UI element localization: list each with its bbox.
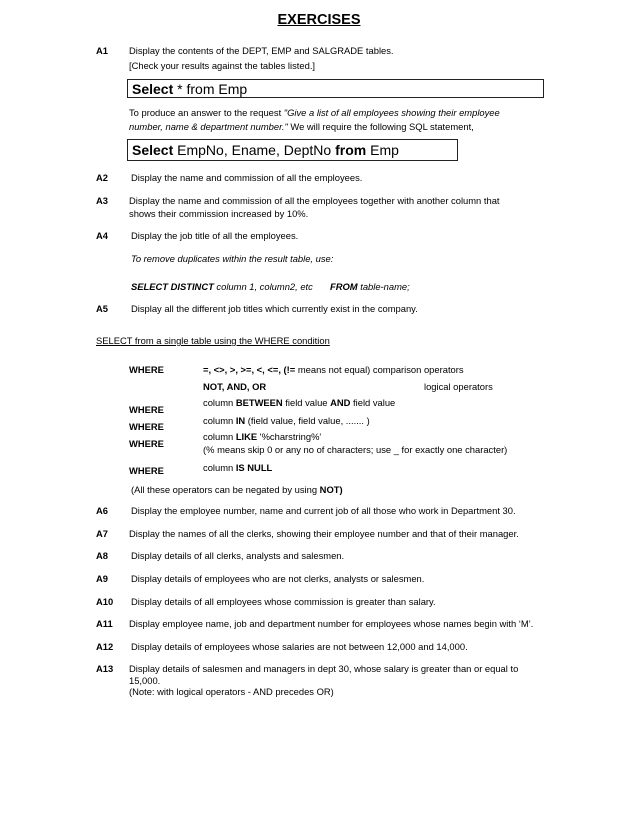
from-syntax (330, 281, 410, 292)
operator-text: '%charstring%' (257, 431, 322, 442)
sql-example-box (127, 79, 544, 98)
explanation-line (129, 121, 474, 132)
operator-keyword: IS NULL (235, 462, 273, 473)
operator-text: column (203, 397, 236, 408)
note-text: (All these operators can be negated by using (131, 484, 320, 495)
exercise-text: Display details of salesmen and managers in dept 30, whose salary is greater than or equal to (129, 663, 519, 674)
sql-text: * from Emp (173, 81, 248, 97)
distinct-note: To remove duplicates within the result table, use: (131, 253, 334, 264)
in-operator (203, 415, 370, 426)
exercise-text: Display the employee number, name and current job of all those who work in Department 30. (131, 505, 516, 516)
logical-operators: NOT, AND, OR (203, 381, 267, 392)
exercise-number: A13 (96, 663, 114, 674)
exercise-text: Display the job title of all the employees. (131, 230, 299, 241)
sql-text: Emp (366, 142, 399, 158)
where-label: WHERE (129, 465, 164, 476)
explanation-text: We will require the following SQL statement, (287, 121, 474, 132)
exercise-text: Display employee name, job and department number for employees whose names begin with ‘M’. (129, 618, 534, 629)
exercise-text: Display details of employees whose salaries are not between 12,000 and 14,000. (131, 641, 468, 652)
exercise-number: A5 (96, 303, 108, 314)
where-label: WHERE (129, 438, 164, 449)
explanation-line (129, 107, 500, 118)
operator-list: =, <>, >, >=, <, <=, (!= (203, 364, 296, 375)
exercise-text-continued: [Check your results against the tables listed.] (129, 60, 316, 71)
where-label: WHERE (129, 421, 164, 432)
sql-text: EmpNo, Ename, DeptNo (173, 142, 336, 158)
operator-text: (field value, field value, ....... ) (245, 415, 370, 426)
sql-keyword: Select (132, 81, 174, 97)
sql-example-box (127, 139, 458, 161)
exercise-text: Display the name and commission of all the employees. (131, 172, 363, 183)
exercise-text: Display details of all employees whose commission is greater than salary. (131, 596, 436, 607)
exercise-text-continued: 15,000. (129, 675, 161, 686)
exercise-text: Display the name and commission of all the employees together with another column that (129, 195, 500, 206)
sql-keyword: from (335, 142, 367, 158)
sql-text: column 1, column2, etc (213, 281, 313, 292)
distinct-syntax (131, 281, 313, 292)
operator-description: means not equal) comparison operators (295, 364, 464, 375)
page-title: EXERCISES (277, 12, 361, 28)
quoted-request: number, name & department number." (129, 121, 288, 132)
exercise-text-continued: shows their commission increased by 10%. (129, 208, 309, 219)
exercise-number: A11 (96, 618, 113, 629)
exercise-text: Display all the different job titles which currently exist in the company. (131, 303, 418, 314)
exercise-text: Display details of all clerks, analysts and salesmen. (131, 550, 345, 561)
operator-keyword: IN (235, 415, 246, 426)
exercise-number: A1 (96, 45, 108, 56)
quoted-request: "Give a list of all employees showing their employee (283, 107, 500, 118)
sql-text: table-name; (357, 281, 410, 292)
negation-note (131, 484, 343, 495)
exercise-number: A7 (96, 528, 108, 539)
exercise-number: A9 (96, 573, 108, 584)
between-operator (203, 397, 395, 408)
operator-text: column (203, 431, 236, 442)
exercise-number: A4 (96, 230, 108, 241)
explanation-text: To produce an answer to the request (129, 107, 284, 118)
exercise-note: (Note: with logical operators - AND precedes OR) (129, 686, 334, 697)
exercise-text: Display the names of all the clerks, showing their employee number and that of their manager. (129, 528, 519, 539)
like-note: (% means skip 0 or any no of characters; use _ for exactly one character) (203, 444, 508, 455)
exercise-number: A6 (96, 505, 108, 516)
operator-text: column (203, 462, 236, 473)
sql-keyword: Select (132, 142, 174, 158)
exercise-number: A2 (96, 172, 108, 183)
operator-text: field value (350, 397, 396, 408)
comparison-operators (203, 364, 464, 375)
like-operator (203, 431, 321, 442)
exercise-number: A12 (96, 641, 114, 652)
logical-operators-label: logical operators (424, 381, 493, 392)
sql-keyword: FROM (330, 281, 358, 292)
operator-text: field value (282, 397, 331, 408)
operator-text: column (203, 415, 236, 426)
exercise-text: Display the contents of the DEPT, EMP and SALGRADE tables. (129, 45, 394, 56)
where-label: WHERE (129, 364, 164, 375)
where-label: WHERE (129, 404, 164, 415)
operator-keyword: AND (330, 397, 351, 408)
section-heading: SELECT from a single table using the WHERE condition (96, 335, 330, 346)
operator-keyword: BETWEEN (235, 397, 283, 408)
sql-keyword: SELECT DISTINCT (131, 281, 214, 292)
exercise-number: A8 (96, 550, 108, 561)
note-keyword: NOT) (319, 484, 343, 495)
null-operator (203, 462, 272, 473)
exercise-number: A10 (96, 596, 114, 607)
operator-keyword: LIKE (235, 431, 258, 442)
exercise-text: Display details of employees who are not clerks, analysts or salesmen. (131, 573, 425, 584)
exercise-number: A3 (96, 195, 108, 206)
